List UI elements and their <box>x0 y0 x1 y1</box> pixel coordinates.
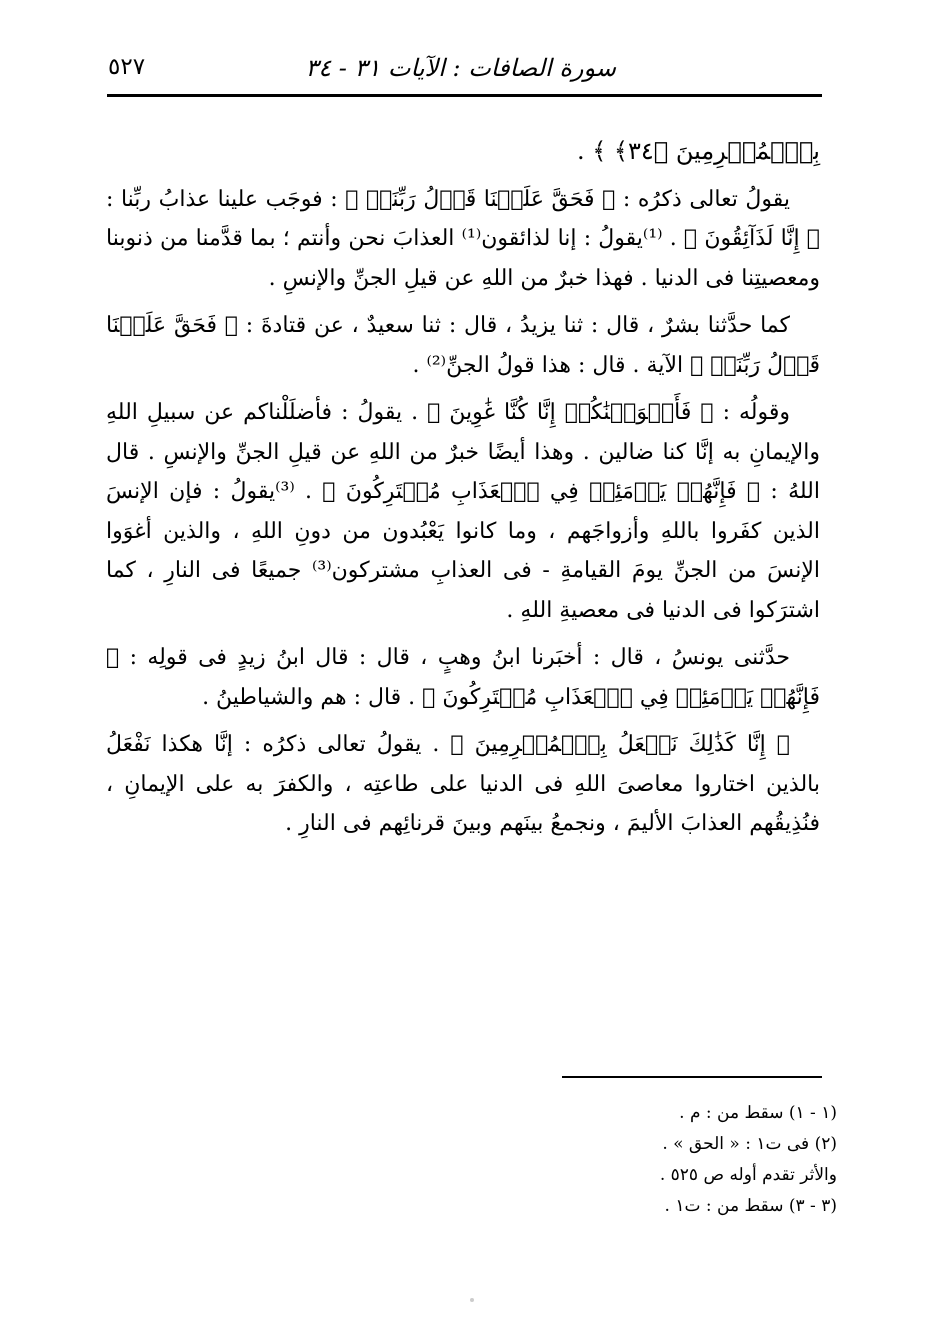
page-number: ٥٢٧ <box>108 54 146 80</box>
footnotes <box>106 1098 837 1222</box>
header-rule <box>107 94 822 97</box>
footnote: (١ - ١) سقط من : م . <box>679 1103 837 1123</box>
page-header <box>108 52 821 94</box>
paragraph: وقولُه : ﴿ فَأَغۡوَيۡنَٰكُمۡ إِنَّا كُنَّا غَٰوِينَ ﴾ . يقولُ : فأضلَلْناكم عن سبيلِ اللهِ والإيمانِ به إنَّا كنا ضالين . وهذا أيضًا خبرٌ من اللهِ عن قيلِ الجنِّ والإنسِ . قال اللهُ : ﴿ فَإِنَّهُمۡ يَوۡمَئِذٖ فِي ٱلۡعَذَابِ مُشۡتَرِكُونَ ﴾ . ⁽³⁾يقولُ : فإن الإنسَ الذين كفَروا باللهِ وأزواجَهم ، وما كانوا يَعْبُدون من دونِ اللهِ ، والذين أغوَوا الإنسَ من الجنِّ يومَ القيامةِ - فى العذابِ مشتركون⁽³⁾ جميعًا فى النارِ ، كما اشترَكوا فى الدنيا فى معصيةِ اللهِ . <box>106 400 820 623</box>
paragraph: يقولُ تعالى ذكرُه : ﴿ فَحَقَّ عَلَيۡنَا قَوۡلُ رَبِّنَآۖ ﴾ : فوجَب علينا عذابُ ربِّنا : ﴿ إِنَّا لَذَآئِقُونَ ﴾ . ⁽¹⁾يقولُ : إنا لذائقون⁽¹⁾ العذابَ نحن وأنتم ؛ بما قدَّمنا من ذنوبنا ومعصيتِنا فى الدنيا . فهذا خبرٌ من اللهِ عن قيلِ الجنِّ والإنسِ . <box>106 186 820 291</box>
paragraph: كما حدَّثنا بشرٌ ، قال : ثنا يزيدُ ، قال : ثنا سعيدٌ ، عن قتادةَ : ﴿ فَحَقَّ عَلَيۡنَا قَوۡلُ رَبِّنَآۖ ﴾ الآية . قال : هذا قولُ الجنِّ⁽²⁾ . <box>106 313 820 378</box>
paragraph: حدَّثنى يونسُ ، قال : أخبَرنا ابنُ وهبٍ ، قال : قال ابنُ زيدٍ فى قولِه : ﴿ فَإِنَّهُمۡ يَوۡمَئِذٖ فِي ٱلۡعَذَابِ مُشۡتَرِكُونَ ﴾ . قال : هم والشياطينُ . <box>106 645 820 710</box>
footnote: (٣ - ٣) سقط من : ت١ . <box>664 1196 837 1216</box>
verse-fragment: بِٱلۡمُجۡرِمِينَ ﴿٣٤﴾ ﴾ . <box>576 137 820 165</box>
paragraph: ﴿ إِنَّا كَذَٰلِكَ نَفۡعَلُ بِٱلۡمُجۡرِمِينَ ﴾ . يقولُ تعالى ذكرُه : إنَّا هكذا نَفْعَلُ بالذين اختاروا معاصىَ اللهِ فى الدنيا على طاعتِه ، والكفرَ به على الإيمانِ ، فنُذِيقُهم العذابَ الأليمَ ، ونجمعُ بينَهم وبينَ قرنائِهم فى النارِ . <box>106 732 820 836</box>
running-title: سورة الصافات : الآيات ٣١ - ٣٤ <box>305 54 616 82</box>
main-text <box>106 132 820 852</box>
footnote: والأثر تقدم أوله ص ٥٢٥ . <box>659 1165 837 1185</box>
footnote-separator <box>562 1076 822 1078</box>
footnote: (٢) فى ت١ : « الحق » . <box>662 1134 837 1154</box>
scan-speck <box>470 1298 474 1302</box>
